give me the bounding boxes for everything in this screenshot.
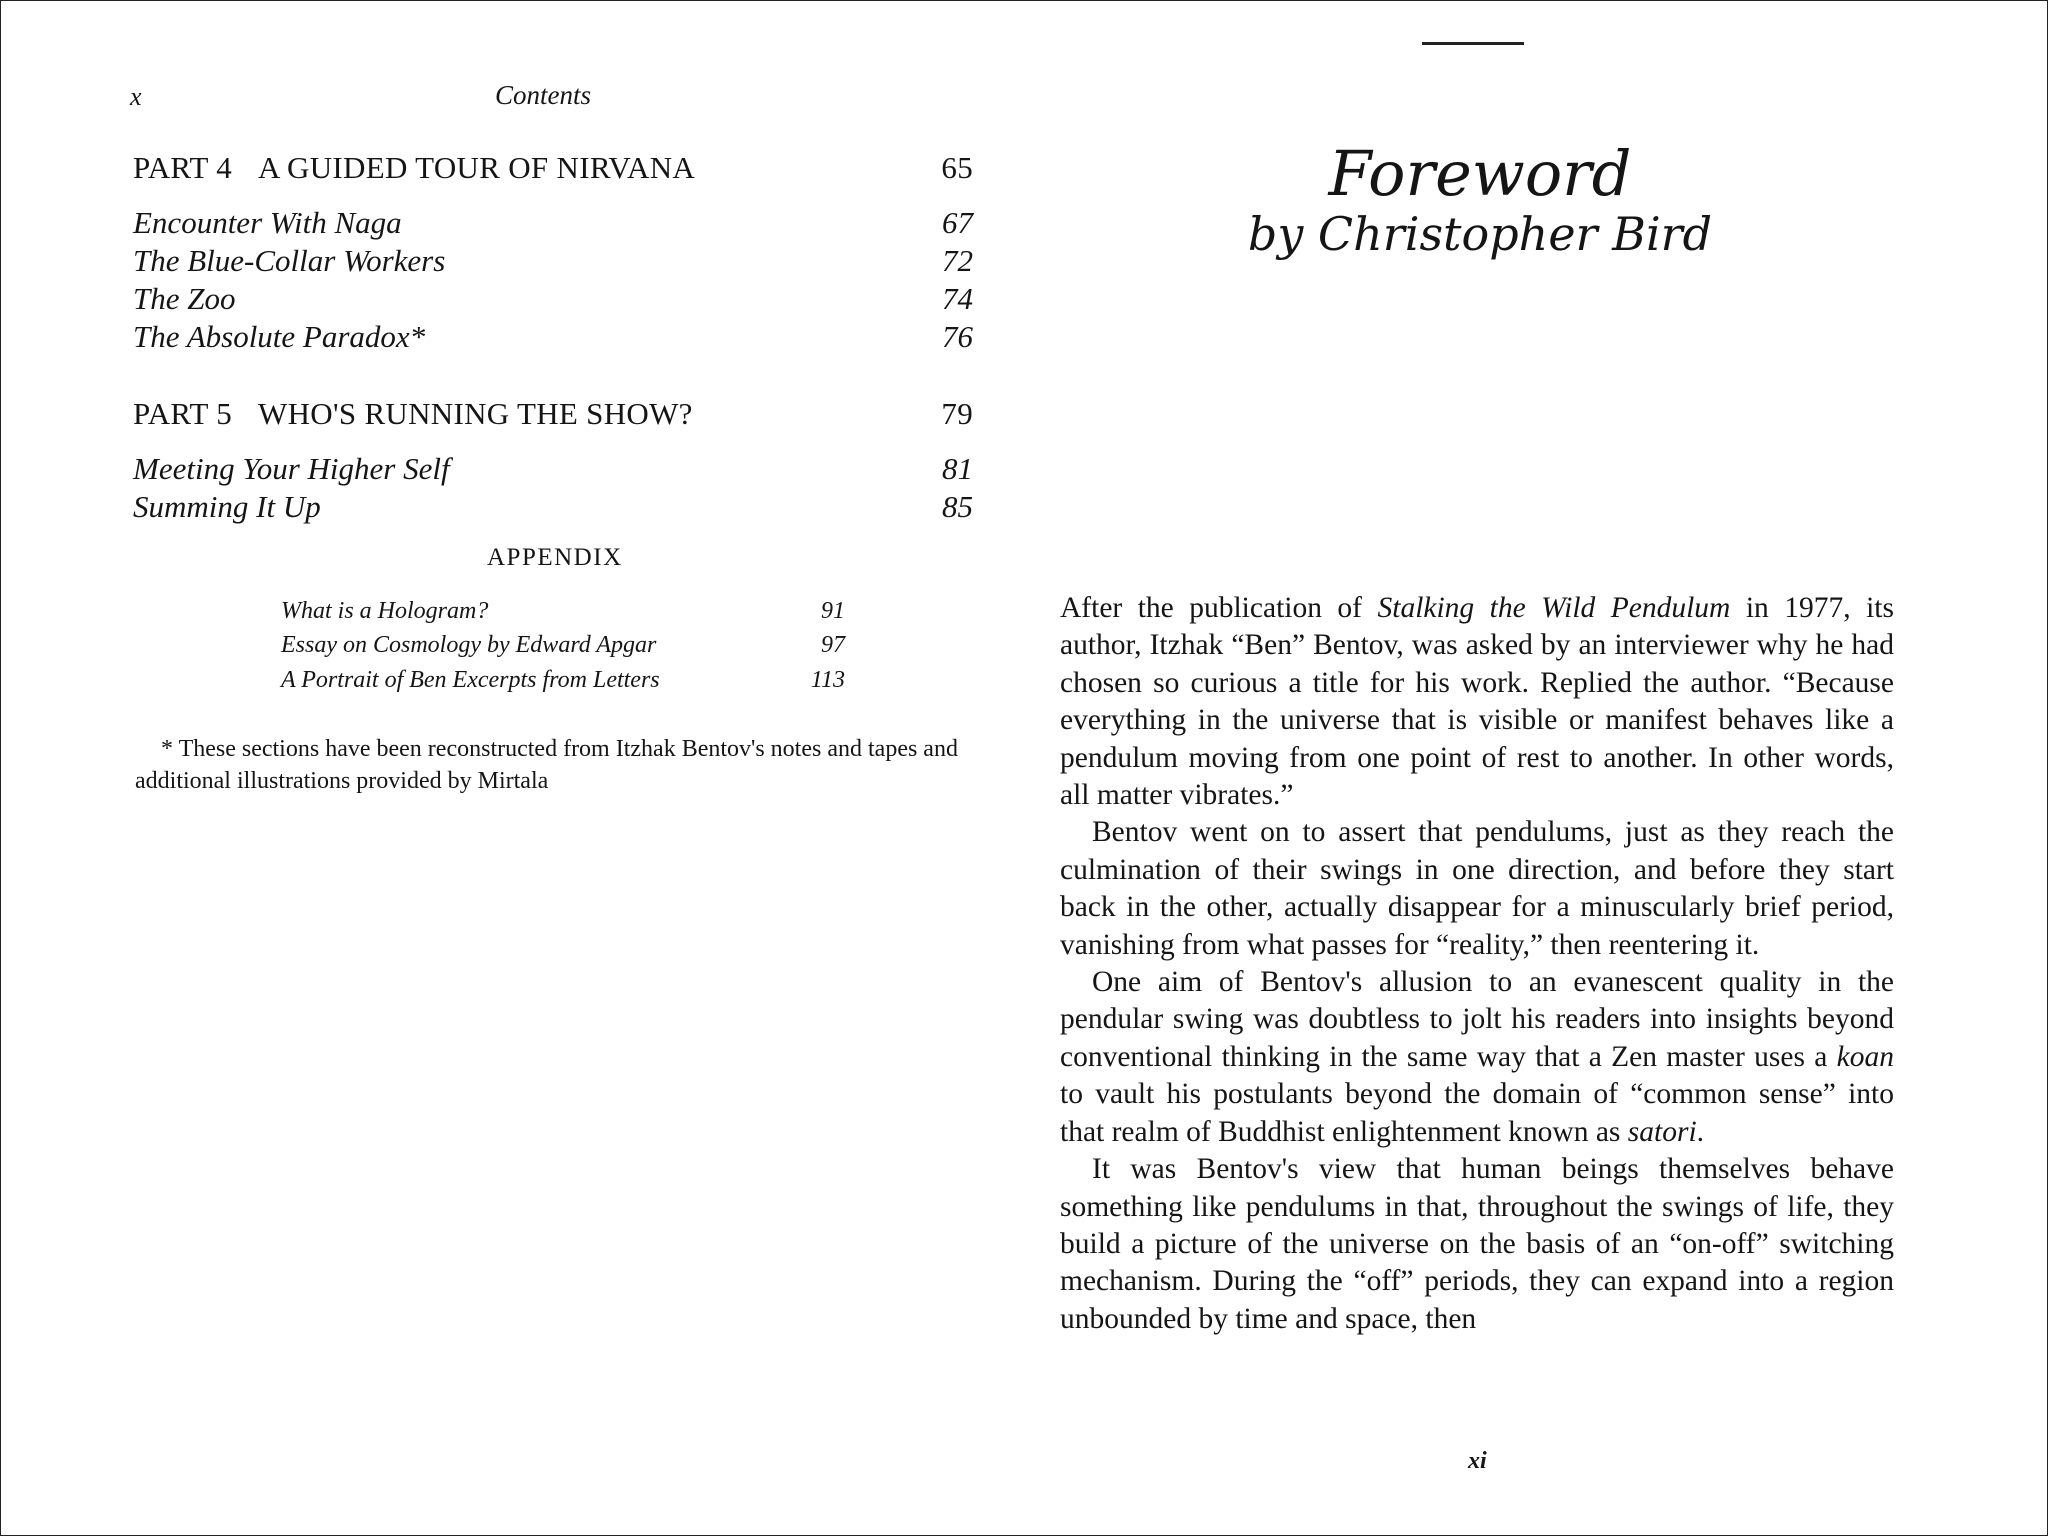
left-page-folio: x (130, 82, 142, 111)
appendix-entry-title: Essay on Cosmology by Edward Apgar (281, 632, 657, 658)
chapter-rule (1422, 42, 1524, 45)
appendix-entry-page: 113 (810, 667, 845, 693)
toc-entry-title: Encounter With Naga (133, 205, 402, 240)
foreword-body (1060, 590, 1894, 1338)
part5-title: WHO'S RUNNING THE SHOW? (258, 396, 693, 431)
part4-label: PART 4 (133, 150, 233, 185)
toc-entry-title: Summing It Up (133, 489, 321, 524)
appendix-entry-title: A Portrait of Ben Excerpts from Letters (281, 667, 660, 693)
appendix-entry-page: 91 (821, 598, 845, 624)
emphasis-koan: koan (1836, 1040, 1894, 1073)
part4-page: 65 (941, 150, 973, 185)
toc-entry[interactable] (133, 318, 973, 356)
appendix-entry[interactable] (281, 598, 845, 625)
toc-entry[interactable] (133, 242, 973, 280)
footnote: * These sections have been reconstructed from Itzhak Bentov's notes and tapes and additional illustrations provided by Mirtala (135, 736, 958, 794)
part5-page: 79 (941, 396, 973, 431)
part5-label: PART 5 (133, 396, 233, 431)
appendix-entry[interactable] (281, 632, 845, 659)
toc-entry-page: 85 (942, 489, 973, 524)
toc-entry-title: The Blue-Collar Workers (133, 243, 446, 278)
toc-entry[interactable] (133, 488, 973, 526)
toc-entry-page: 74 (942, 281, 973, 316)
toc-entry-page: 72 (942, 243, 973, 278)
part5-heading[interactable] (133, 396, 973, 432)
appendix-entry[interactable] (281, 667, 845, 694)
running-head: Contents (495, 80, 592, 110)
chapter-author: by Christopher Bird (1247, 207, 1713, 261)
toc-entry[interactable] (133, 280, 973, 318)
chapter-title: Foreword (1328, 137, 1632, 210)
appendix-entry-title: What is a Hologram? (281, 598, 489, 624)
emphasis-satori: satori (1627, 1115, 1697, 1148)
paragraph-1: After the publication of Stalking the Wild Pendulum in 1977, its author, Itzhak “Ben” Bentov, was asked by an interviewer why he had chosen so curious a title for his work. Replied the author. “Because everything in the universe that is visible or manifest behaves like a pendulum moving from one point of rest to another. In other words, all matter vibrates.” (1060, 592, 1894, 812)
toc-entry-title: The Zoo (133, 281, 236, 316)
part4-heading[interactable] (133, 150, 973, 186)
toc-entry-page: 76 (942, 319, 973, 354)
toc-entry-title: Meeting Your Higher Self (133, 451, 450, 486)
toc-entry-title: The Absolute Paradox* (133, 319, 426, 354)
toc-entry-page: 67 (942, 205, 973, 240)
part4-title: A GUIDED TOUR OF NIRVANA (258, 150, 696, 185)
paragraph-3: One aim of Bentov's allusion to an evanescent quality in the pendular swing was doubtless to jolt his readers into insights beyond conventional thinking in the same way that a Zen master uses a koan to vault his postulants beyond the domain of “common sense” into that realm of Buddhist enlightenment known as satori. (1060, 966, 1894, 1148)
toc-entry-page: 81 (942, 451, 973, 486)
paragraph-2: Bentov went on to assert that pendulums, just as they reach the culmination of their swings in one direction, and before they start back in the other, actually disappear for a minuscularly brief period, vanishing from what passes for “reality,” then reentering it. (1060, 816, 1894, 961)
book-title: Stalking the Wild Pendulum (1377, 592, 1731, 624)
appendix-heading: APPENDIX (487, 544, 623, 571)
paragraph-4: It was Bentov's view that human beings themselves behave something like pendulums in that, throughout the swings of life, they build a picture of the universe on the basis of an “on-off” switching mechanism. During the “off” periods, they can expand into a region unbounded by time and space, then (1060, 1153, 1894, 1335)
appendix-entry-page: 97 (821, 632, 845, 658)
toc-entry[interactable] (133, 450, 973, 488)
right-page-folio: xi (1468, 1448, 1487, 1474)
toc-entry[interactable] (133, 204, 973, 242)
